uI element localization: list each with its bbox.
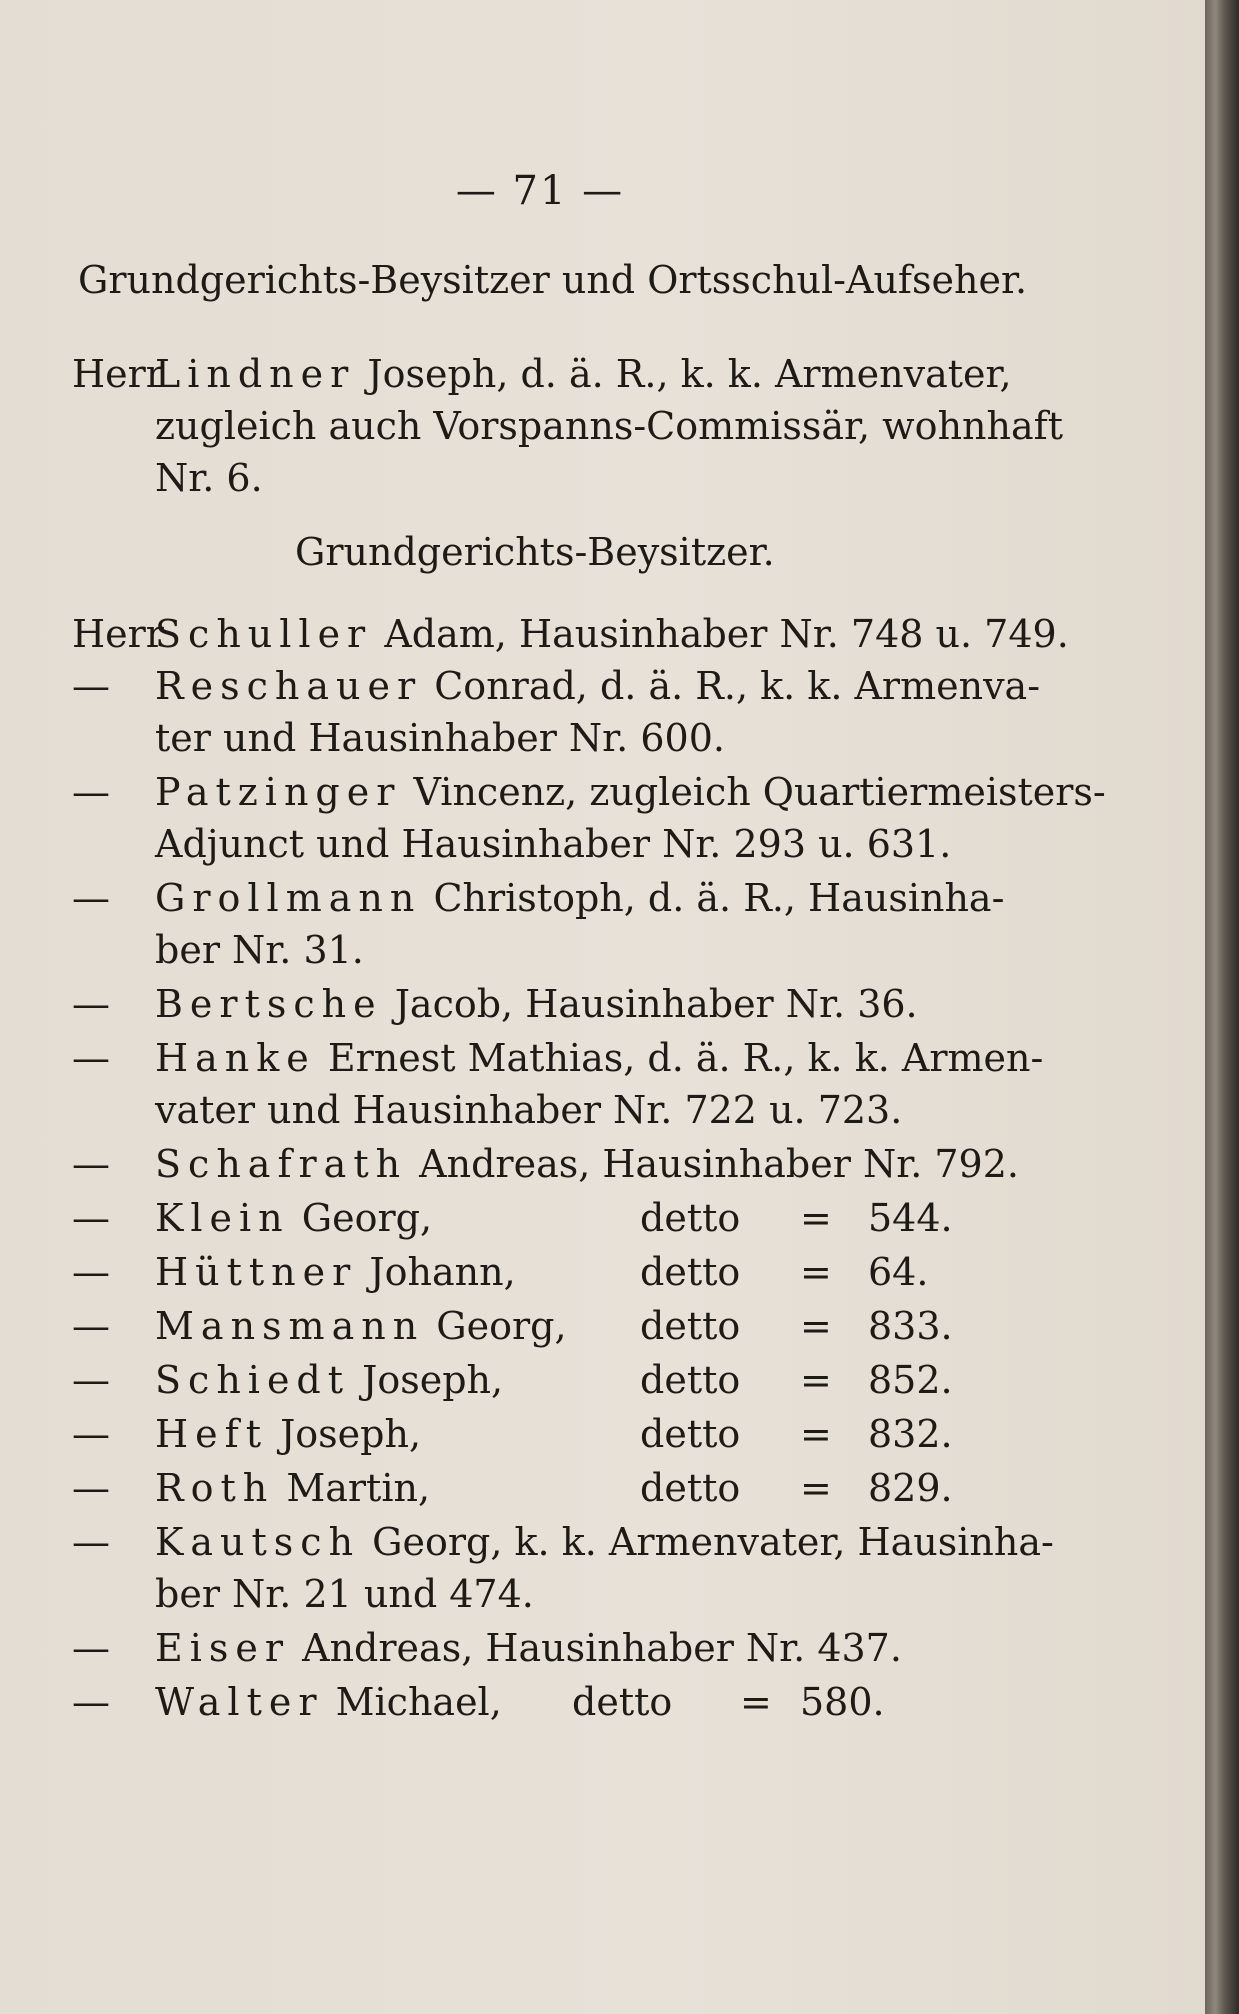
entry-prefix: — [72,1196,110,1240]
entry-prefix: — [72,982,110,1026]
ditto-mark: = [800,1196,832,1240]
entry-given-name: Joseph, [280,1412,422,1456]
entry-details: Joseph, d. ä. R., k. k. Armenvater, [367,352,1012,396]
entry-surname: Kautsch [155,1520,361,1564]
ditto-mark: = [800,1304,832,1348]
entry-surname: Hüttner [155,1250,358,1294]
house-number: 832. [868,1412,953,1456]
entry-continuation: Nr. 6. [155,456,263,500]
entry-prefix: Herr [72,352,164,396]
detto-text: detto [572,1680,673,1724]
entry-prefix: — [72,1412,110,1456]
entry-surname: Heft [155,1412,268,1456]
detto-text: detto [640,1412,741,1456]
entry-prefix: Herr [72,612,164,656]
entry-prefix: — [72,664,110,708]
entry-continuation: ter und Hausinhaber Nr. 600. [155,716,725,760]
detto-text: detto [640,1304,741,1348]
entry-given-name: Martin, [286,1466,431,1510]
entry-details: Adam, Hausinhaber Nr. 748 u. 749. [384,612,1069,656]
ditto-mark: = [800,1412,832,1456]
entry-prefix: — [72,1250,110,1294]
ditto-mark: = [800,1466,832,1510]
detto-text: detto [640,1466,741,1510]
house-number: 64. [868,1250,929,1294]
entry-surname: Schuller [155,612,373,656]
entry-surname: Roth [155,1466,275,1510]
entry-prefix: — [72,1520,110,1564]
entry-surname: Klein [155,1196,290,1240]
entry-prefix: — [72,1036,110,1080]
entry-prefix: — [72,1142,110,1186]
entry-details: Ernest Mathias, d. ä. R., k. k. Armen- [327,1036,1044,1080]
entry-continuation: Adjunct und Hausinhaber Nr. 293 u. 631. [155,822,952,866]
entry-given-name: Georg, [436,1304,567,1348]
entry-details: Andreas, Hausinhaber Nr. 792. [419,1142,1019,1186]
section-heading-beysitzer: Grundgerichts-Beysitzer. [295,530,775,574]
page-number: — 71 — [455,168,625,214]
entry-prefix: — [72,1680,110,1724]
entry-surname: Hanke [155,1036,316,1080]
house-number: 580. [800,1680,885,1724]
entry-details: Conrad, d. ä. R., k. k. Armenva- [434,664,1041,708]
house-number: 833. [868,1304,953,1348]
entry-prefix: — [72,1304,110,1348]
entry-surname: Walter [155,1680,324,1724]
entry-surname: Mansmann [155,1304,425,1348]
entry-continuation: zugleich auch Vorspanns-Commissär, wohnhaft [155,404,1063,448]
entry-surname: Lindner [155,352,356,396]
entry-surname: Bertsche [155,982,383,1026]
entry-prefix: — [72,770,110,814]
entry-prefix: — [72,1358,110,1402]
entry-prefix: — [72,876,110,920]
entry-surname: Patzinger [155,770,402,814]
ditto-mark: = [740,1680,772,1724]
entry-given-name: Michael, [335,1680,502,1724]
house-number: 852. [868,1358,953,1402]
entry-prefix: — [72,1626,110,1670]
detto-text: detto [640,1196,741,1240]
entry-continuation: ber Nr. 31. [155,928,364,972]
book-edge [1205,0,1239,2014]
house-number: 544. [868,1196,953,1240]
entry-continuation: ber Nr. 21 und 474. [155,1572,534,1616]
section-heading-ortsschul: Grundgerichts-Beysitzer und Ortsschul-Aufseher. [78,258,1028,302]
entry-given-name: Johann, [369,1250,516,1294]
entry-details: Georg, k. k. Armenvater, Hausinha- [372,1520,1054,1564]
entry-surname: Eiser [155,1626,291,1670]
detto-text: detto [640,1358,741,1402]
entry-details: Christoph, d. ä. R., Hausinha- [433,876,1005,920]
entry-given-name: Joseph, [362,1358,504,1402]
entry-surname: Schafrath [155,1142,408,1186]
house-number: 829. [868,1466,953,1510]
entry-continuation: vater und Hausinhaber Nr. 722 u. 723. [155,1088,903,1132]
entry-surname: Grollmann [155,876,422,920]
entry-details: Andreas, Hausinhaber Nr. 437. [302,1626,902,1670]
entry-details: Vincenz, zugleich Quartiermeisters- [413,770,1106,814]
entry-surname: Reschauer [155,664,423,708]
detto-text: detto [640,1250,741,1294]
entry-prefix: — [72,1466,110,1510]
entry-details: Jacob, Hausinhaber Nr. 36. [394,982,918,1026]
entry-given-name: Georg, [301,1196,433,1240]
entry-surname: Schiedt [155,1358,351,1402]
ditto-mark: = [800,1358,832,1402]
ditto-mark: = [800,1250,832,1294]
